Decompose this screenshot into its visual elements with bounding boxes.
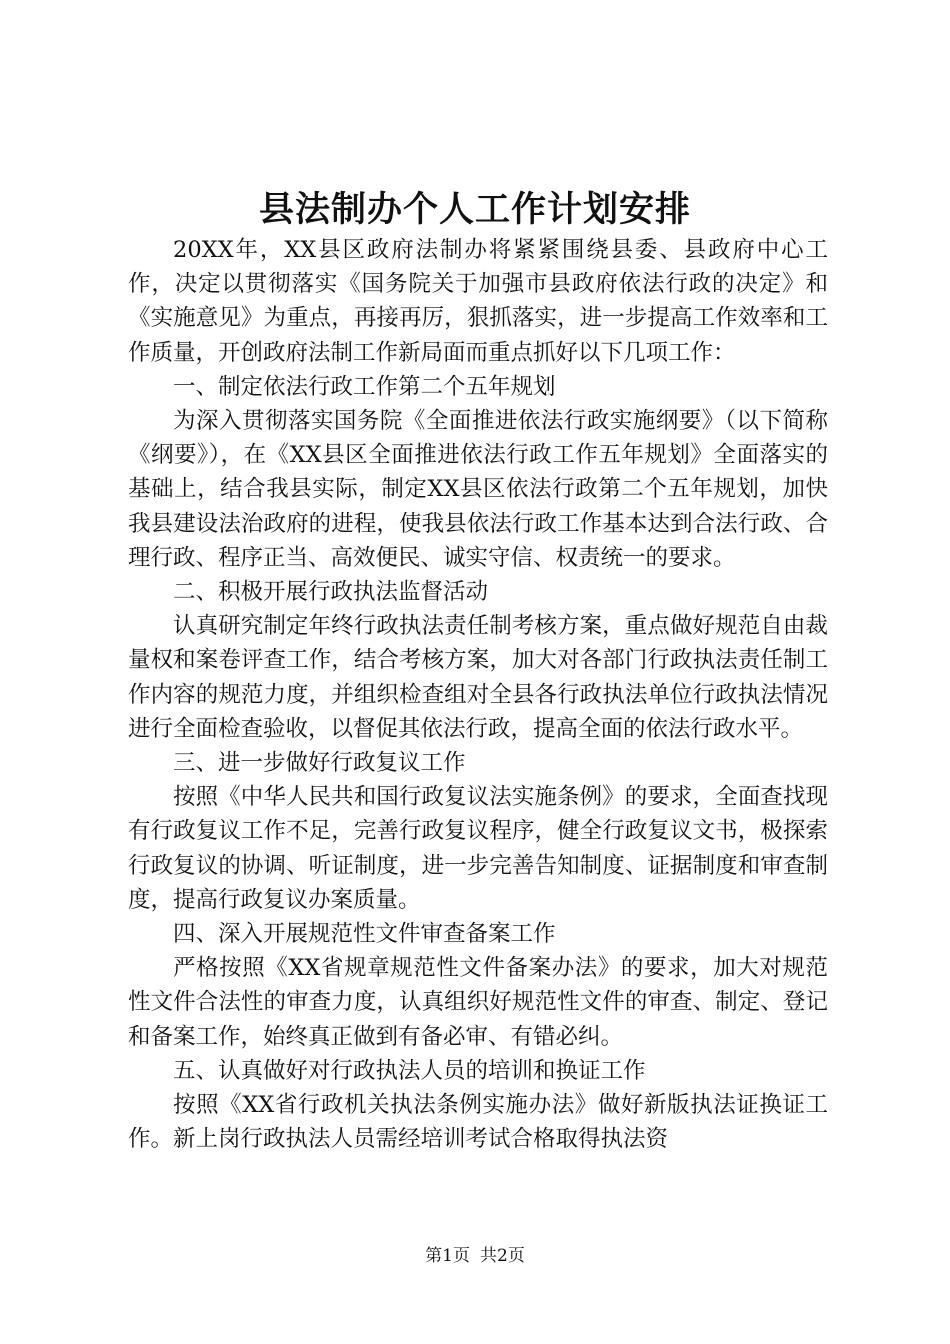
page-total: 共2页 bbox=[480, 1246, 525, 1266]
section-heading-1: 一、制定依法行政工作第二个五年规划 bbox=[173, 373, 556, 400]
page-footer bbox=[0, 1245, 950, 1267]
section-heading-3: 三、进一步做好行政复议工作 bbox=[173, 750, 466, 777]
section-heading-5: 五、认真做好对行政执法人员的培训和换证工作 bbox=[173, 1057, 646, 1084]
section-paragraph-1: 为深入贯彻落实国务院《全面推进依法行政实施纲要》（以下简称《纲要》），在《XX县区全面推进依法行政工作五年规划》全面落实的基础上，结合我县实际，制定XX县区依法行政第二个五年规划，加快我县建设法治政府的进程，使我县依法行政工作基本达到合法行政、合理行政、程序正当、高效便民、诚实守信、权责统一的要求。 bbox=[128, 408, 828, 571]
section-paragraph-4: 严格按照《XX省规章规范性文件备案办法》的要求，加大对规范性文件合法性的审查力度，认真组织好规范性文件的审查、制定、登记和备案工作，始终真正做到有备必审、有错必纠。 bbox=[128, 955, 828, 1050]
section-heading-2: 二、积极开展行政执法监督活动 bbox=[173, 579, 489, 606]
section-paragraph-5: 按照《XX省行政机关执法条例实施办法》做好新版执法证换证工作。新上岗行政执法人员需经培训考试合格取得执法资 bbox=[128, 1092, 828, 1153]
document-body bbox=[128, 233, 828, 1156]
document-title: 县法制办个人工作计划安排 bbox=[258, 190, 691, 230]
section-paragraph-2: 认真研究制定年终行政执法责任制考核方案，重点做好规范自由裁量权和案卷评查工作，结合考核方案，加大对各部门行政执法责任制工作内容的规范力度，并组织检查组对全县各行政执法单位行政执法情况进行全面检查验收，以督促其依法行政，提高全面的依法行政水平。 bbox=[128, 613, 828, 742]
intro-paragraph: 20XX年，XX县区政府法制办将紧紧围绕县委、县政府中心工作，决定以贯彻落实《国务院关于加强市县政府依法行政的决定》和《实施意见》为重点，再接再厉，狠抓落实，进一步提高工作效率和工作质量，开创政府法制工作新局面而重点抓好以下几项工作： bbox=[128, 237, 828, 366]
page-number: 第1页 bbox=[425, 1246, 470, 1266]
section-paragraph-3: 按照《中华人民共和国行政复议法实施条例》的要求，全面查找现有行政复议工作不足，完善行政复议程序，健全行政复议文书，极探索行政复议的协调、听证制度，进一步完善告知制度、证据制度和审查制度，提高行政复议办案质量。 bbox=[128, 784, 828, 913]
section-heading-4: 四、深入开展规范性文件审查备案工作 bbox=[173, 921, 556, 948]
